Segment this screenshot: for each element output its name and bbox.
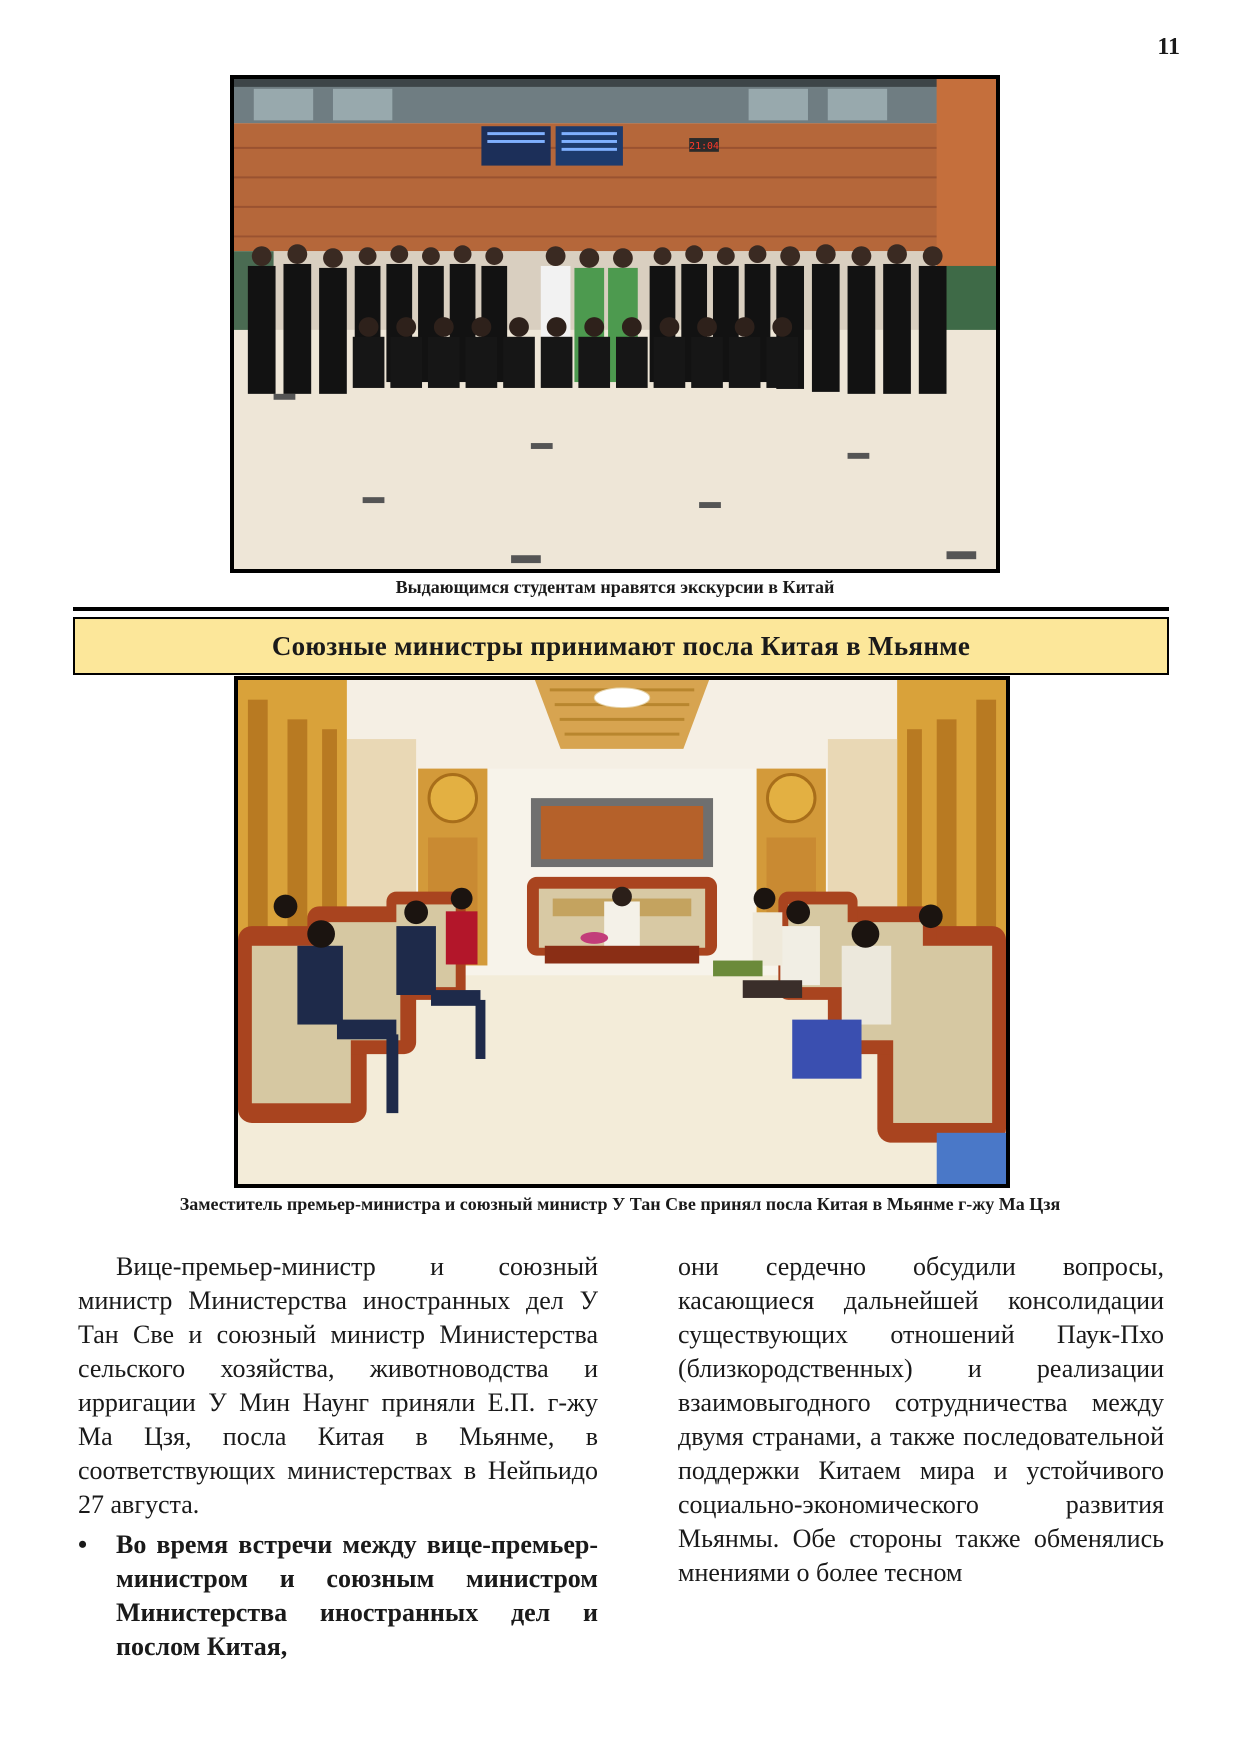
article-bullet-list <box>78 1528 598 1664</box>
page-number: 11 <box>1157 34 1180 60</box>
section-divider <box>73 607 1169 611</box>
meeting-photo-caption: Заместитель премьер-министра и союзный министр У Тан Све принял посла Китая в Мьянме г-жу Ма Цзя <box>179 1194 1061 1214</box>
students-group-photo <box>230 75 1000 573</box>
article-bullet-item <box>78 1528 598 1664</box>
students-group-illustration <box>234 79 996 569</box>
wall-clock-text: 21:04 <box>689 140 719 152</box>
bullet-marker: • <box>78 1530 88 1559</box>
article-lead-paragraph: Вице-премьер-министр и союзный министр Министерства иностранных дел У Тан Све и союзный министр Министерства сельского хозяйства, животноводства и ирригации У Мин Наунг приняли Е.П. г-жу Ма Цзя, посла Китая в Мьянме, в соответствующих министерствах в Нейпьидо 27 августа. <box>78 1252 598 1519</box>
article-left-column <box>78 1250 598 1664</box>
article-right-paragraph: они сердечно обсудили вопросы, касающиеся дальнейшей консолидации существующих отношений Паук-Пхо (близкородственных) и реализации взаимовыгодного сотрудничества между двумя странами, а также последовательной поддержки Китаем мира и устойчивого социально-экономического развития Мьянмы. Обе стороны также обменялись мнениями о более тесном <box>678 1252 1164 1587</box>
section-headline: Союзные министры принимают посла Китая в Мьянме <box>73 617 1169 675</box>
meeting-hall-illustration <box>238 680 1006 1184</box>
article-right-column <box>678 1250 1164 1590</box>
meeting-hall-photo <box>234 676 1010 1188</box>
students-photo-caption: Выдающимся студентам нравятся экскурсии в Китай <box>395 577 835 597</box>
article-bullet-text: Во время встречи между вице-премьер-министром и союзным министром Министерства иностранных дел и послом Китая, <box>116 1530 598 1661</box>
